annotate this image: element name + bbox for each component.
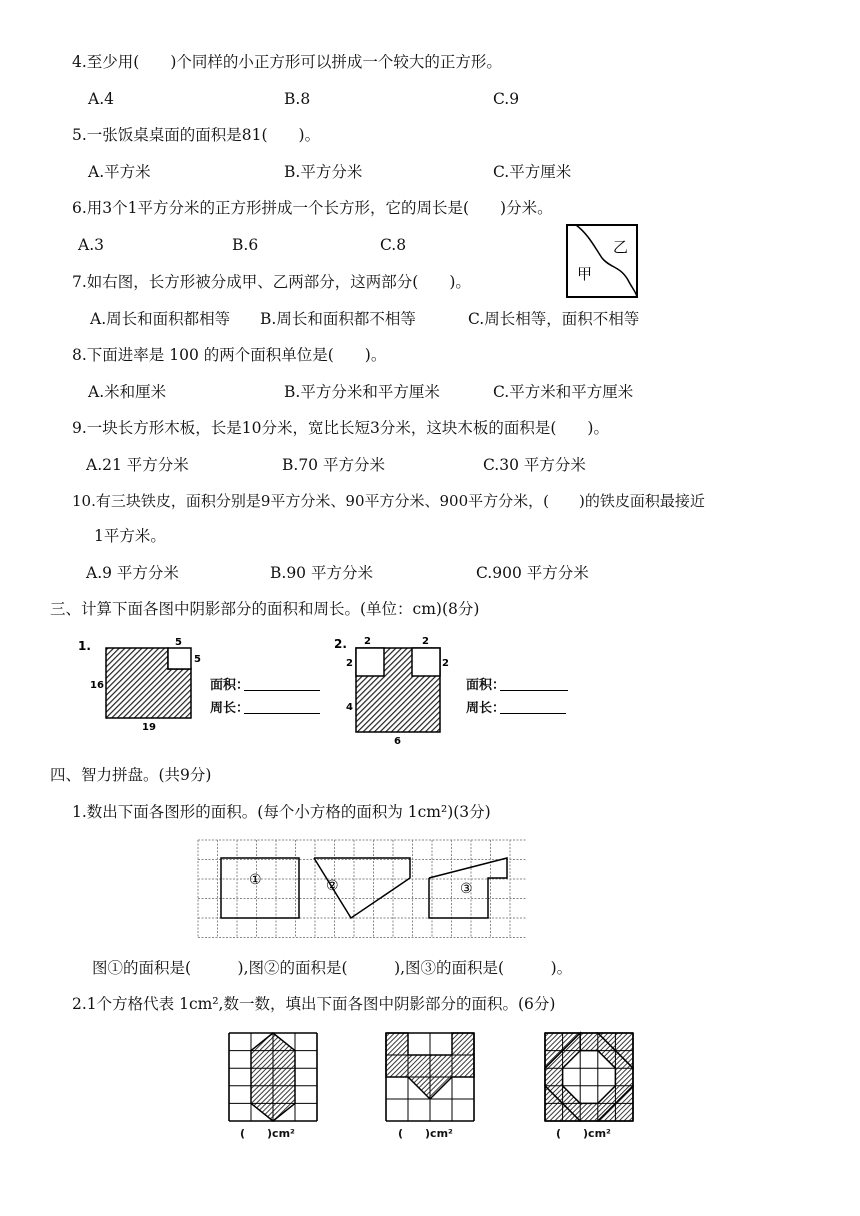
fig2-perimeter-answer-line[interactable]	[500, 713, 566, 714]
shaded-grid-figure-3	[544, 1032, 634, 1124]
q10-option-c[interactable]: C.900 平方分米	[476, 564, 589, 582]
fig2-left-top-label: 2	[346, 658, 353, 669]
fig-label-1: ①	[249, 872, 262, 888]
fig1-top-label: 5	[175, 637, 182, 648]
q9-stem: 9.一块长方形木板，长是10分米，宽比长短3分米，这块木板的面积是( )。	[72, 419, 609, 437]
q6-option-b[interactable]: B.6	[232, 236, 259, 254]
fig2-right-top-label: 2	[442, 658, 449, 669]
shaded-grid-figure-1	[228, 1032, 318, 1124]
q5-option-a[interactable]: A.平方米	[88, 163, 151, 181]
fig2-left-label: 4	[346, 702, 353, 713]
fig3-unit-blank[interactable]: ( )cm²	[556, 1127, 611, 1140]
q7-label-jia: 甲	[577, 265, 593, 283]
fig-label-3: ③	[460, 881, 473, 897]
q8-option-c[interactable]: C.平方米和平方厘米	[493, 383, 634, 401]
fig2-top-left-label: 2	[364, 636, 371, 647]
fig1-perimeter-label: 周长：	[210, 701, 250, 716]
q6-option-a[interactable]: A.3	[78, 236, 104, 254]
q7-rectangle-figure	[566, 224, 638, 298]
q4-option-a[interactable]: A.4	[88, 90, 114, 108]
q6-option-c[interactable]: C.8	[380, 236, 407, 254]
fig1-unit-blank[interactable]: ( )cm²	[240, 1127, 295, 1140]
fig1-area-label: 面积：	[210, 678, 250, 693]
q8-option-b[interactable]: B.平方分米和平方厘米	[284, 383, 440, 401]
q10-option-b[interactable]: B.90 平方分米	[270, 564, 373, 582]
fig2-area-label: 面积：	[466, 678, 506, 693]
section3-title: 三、计算下面各图中阴影部分的面积和周长。(单位：cm)(8分)	[50, 600, 480, 618]
q10-stem-line2: 1平方米。	[94, 527, 166, 545]
fig1-bottom-label: 19	[142, 722, 156, 733]
shaded-grid-figure-2	[385, 1032, 475, 1124]
fig-label-2: ②	[326, 878, 339, 894]
fig1-area-answer-line[interactable]	[244, 690, 320, 691]
q5-option-c[interactable]: C.平方厘米	[493, 163, 572, 181]
fig1-side-label: 5	[194, 654, 201, 665]
q10-option-a[interactable]: A.9 平方分米	[86, 564, 179, 582]
q10-stem-line1: 10.有三块铁皮，面积分别是9平方分米、90平方分米、900平方分米，( )的铁皮面积最接近	[72, 492, 705, 510]
q8-stem: 8.下面进率是 100 的两个面积单位是( )。	[72, 346, 387, 364]
q7-option-b[interactable]: B.周长和面积都不相等	[260, 310, 416, 328]
q4-option-b[interactable]: B.8	[284, 90, 311, 108]
q8-option-a[interactable]: A.米和厘米	[88, 383, 167, 401]
fig2-top-right-label: 2	[422, 636, 429, 647]
fig2-area-answer-line[interactable]	[500, 690, 568, 691]
q7-stem: 7.如右图，长方形被分成甲、乙两部分，这两部分( )。	[72, 273, 471, 291]
fig2-bottom-label: 6	[394, 736, 401, 747]
q5-stem: 5.一张饭桌桌面的面积是81( )。	[72, 126, 321, 144]
fig2-unit-blank[interactable]: ( )cm²	[398, 1127, 453, 1140]
q9-option-a[interactable]: A.21 平方分米	[86, 456, 189, 474]
section3-figure-2	[330, 634, 460, 746]
q4-option-c[interactable]: C.9	[493, 90, 520, 108]
section4-q1-stem: 1.数出下面各图形的面积。(每个小方格的面积为 1cm²)(3分)	[72, 803, 491, 821]
section4-q1-answer: 图①的面积是( ),图②的面积是( ),图③的面积是( )。	[92, 959, 573, 977]
q5-option-b[interactable]: B.平方分米	[284, 163, 363, 181]
fig2-number: 2.	[334, 637, 347, 651]
section4-grid-figures	[196, 838, 530, 940]
q7-option-a[interactable]: A.周长和面积都相等	[90, 310, 231, 328]
fig1-number: 1.	[78, 639, 91, 653]
section4-title: 四、智力拼盘。(共9分)	[50, 766, 212, 784]
q9-option-b[interactable]: B.70 平方分米	[282, 456, 385, 474]
fig1-left-label: 16	[90, 680, 104, 691]
fig1-perimeter-answer-line[interactable]	[244, 713, 320, 714]
q7-option-c[interactable]: C.周长相等，面积不相等	[468, 310, 640, 328]
q9-option-c[interactable]: C.30 平方分米	[483, 456, 586, 474]
fig2-perimeter-label: 周长：	[466, 701, 506, 716]
q6-stem: 6.用3个1平方分米的正方形拼成一个长方形，它的周长是( )分米。	[72, 199, 553, 217]
q7-label-yi: 乙	[613, 238, 629, 256]
q4-stem: 4.至少用( )个同样的小正方形可以拼成一个较大的正方形。	[72, 53, 502, 71]
section4-q2-stem: 2.1个方格代表 1cm²,数一数，填出下面各图中阴影部分的面积。(6分)	[72, 995, 556, 1013]
section3-figure-1	[74, 636, 214, 736]
